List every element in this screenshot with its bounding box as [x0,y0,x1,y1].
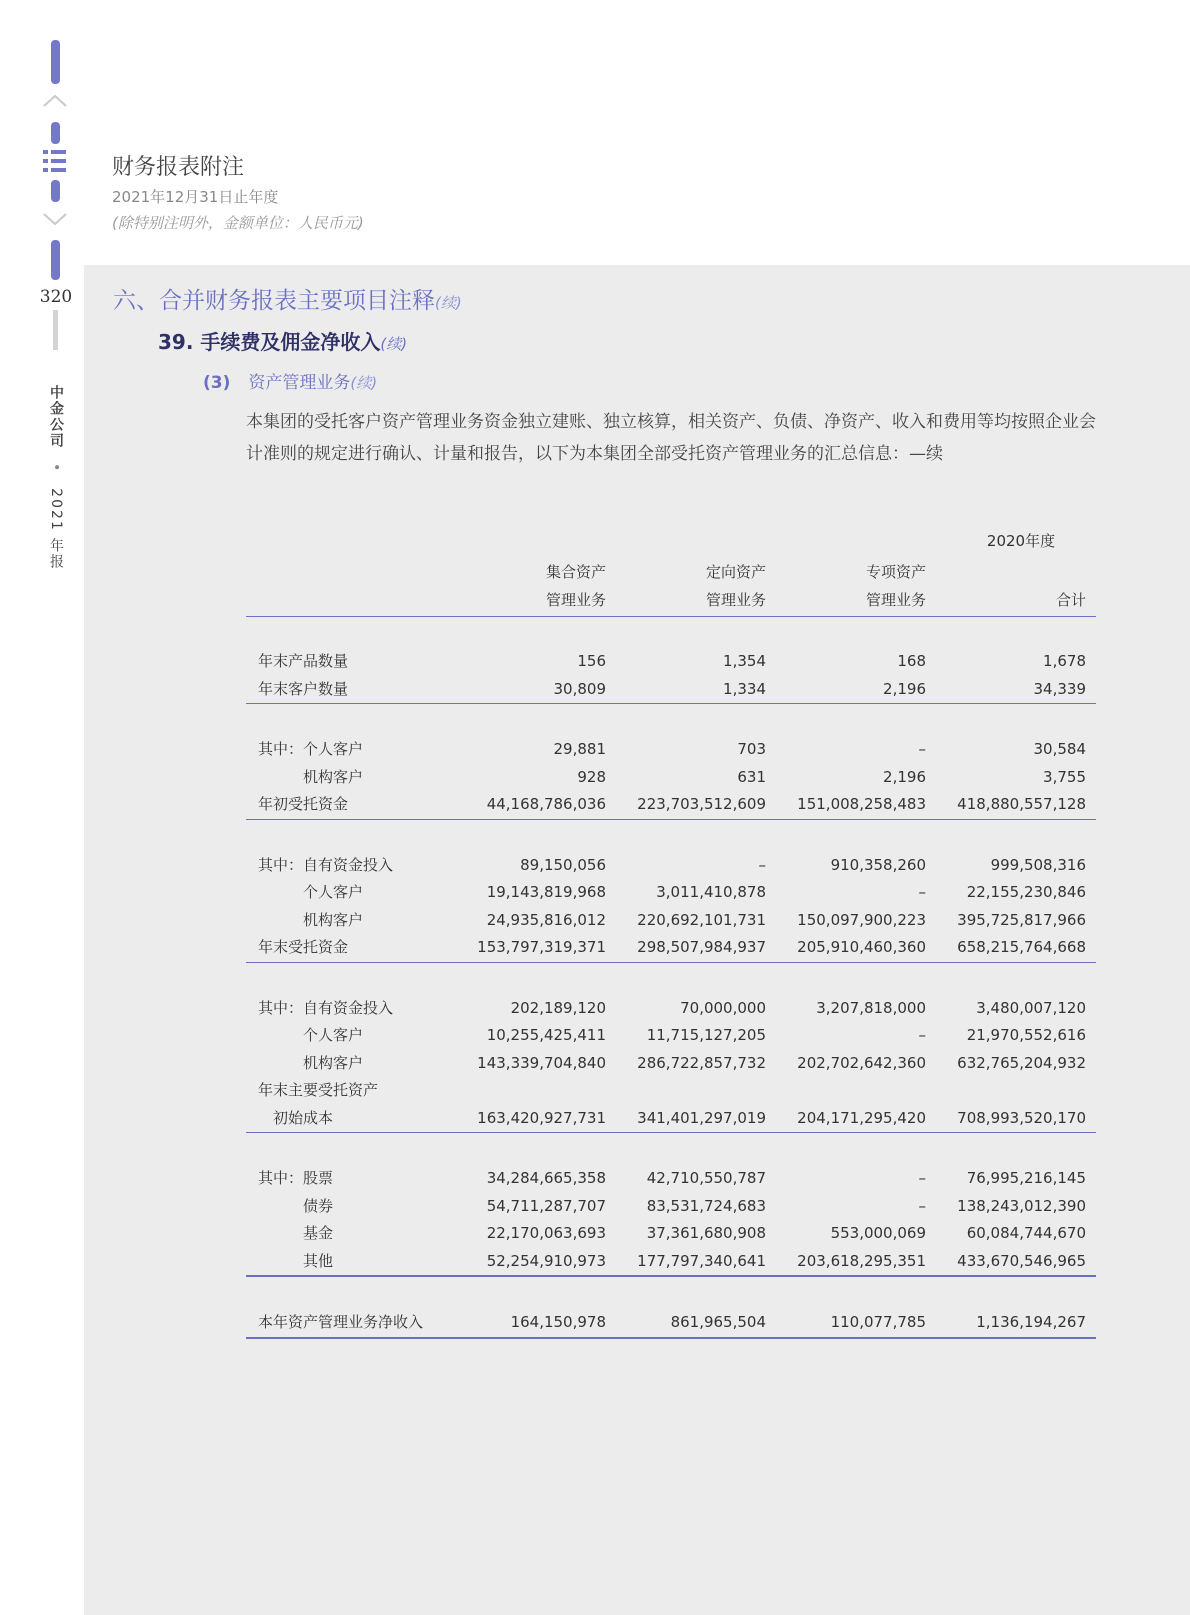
table-row [246,676,1096,705]
column-header-line [966,558,1086,586]
document-period: 2021年12月31日止年度 [112,188,279,206]
subnote-heading [203,368,377,393]
cell-value: 19,143,819,968 [486,883,606,901]
cell-value: 658,215,764,668 [957,938,1086,956]
table-row [246,736,1096,764]
row-label-line: 其他 [258,1251,334,1270]
cell-value: 203,618,295,351 [797,1251,926,1270]
subnote-number: (3) [203,373,231,393]
column-header [486,558,606,614]
nav-bar-segment [51,180,60,202]
row-label [258,1077,378,1132]
cell-value: 632,765,204,932 [957,1053,1086,1072]
cell-value: 34,339 [1033,679,1086,698]
row-label-line: 年末产品数量 [258,652,349,670]
nav-bar-bottom [51,240,60,280]
row-label-line: 初始成本 [258,1108,334,1127]
cell-value: 24,935,816,012 [486,910,606,929]
section-heading-text: 六、合并财务报表主要项目注释 [113,288,435,314]
table-row [246,1248,1096,1278]
cell-value: – [918,1196,926,1215]
row-label [258,995,393,1023]
row-label [258,1165,333,1193]
table-spacer [246,963,1096,995]
cell-value: 34,284,665,358 [486,1169,606,1187]
cell-value: 150,097,900,223 [797,910,926,929]
cell-value: – [918,1026,926,1044]
cell-value: 52,254,910,973 [486,1251,606,1270]
row-label [258,791,348,819]
cell-value: 22,155,230,846 [966,883,1086,901]
table-row [246,1050,1096,1078]
cell-value: 1,678 [1043,652,1086,670]
table-row [246,1309,1096,1339]
row-label-line: 本年资产管理业务净收入 [258,1313,424,1331]
table-body [246,616,1096,1339]
table-spacer [246,616,1096,648]
cell-value: 54,711,287,707 [486,1196,606,1215]
cell-value: 143,339,704,840 [477,1053,606,1072]
cell-value: 89,150,056 [520,855,606,874]
table-row [246,764,1096,792]
cell-value: 553,000,069 [830,1224,926,1242]
table-row [246,1165,1096,1193]
row-label-line: 其中：股票 [258,1169,334,1187]
cell-value: 202,702,642,360 [797,1053,926,1072]
cell-value: 76,995,216,145 [966,1169,1086,1187]
cell-value: 156 [577,652,606,670]
row-label [258,879,363,907]
cell-value: 22,170,063,693 [486,1224,606,1242]
cell-value: – [918,883,926,901]
cell-value: 220,692,101,731 [637,910,766,929]
cell-value: 10,255,425,411 [486,1026,606,1044]
table-spacer [246,1277,1096,1309]
row-label-line: 基金 [258,1224,334,1242]
subnote-heading-text: 资产管理业务 [248,373,351,393]
cell-value: 42,710,550,787 [646,1169,766,1187]
cell-value: 21,970,552,616 [966,1026,1086,1044]
body-paragraph: 本集团的受托客户资产管理业务资金独立建账、独立核算，相关资产、负债、净资产、收入和费用等均按照企业会计准则的规定进行确认、计量和报告，以下为本集团全部受托资产管理业务的汇总信息：—续 [246,412,1096,464]
cell-value: 37,361,680,908 [646,1224,766,1242]
cell-value: 1,334 [723,679,766,698]
table-spacer [246,1133,1096,1165]
menu-list-icon[interactable] [40,148,70,174]
row-label-line: 年初受托资金 [258,795,349,813]
cell-value: 3,480,007,120 [976,998,1086,1017]
row-label-line: 个人客户 [258,883,364,901]
cell-value: 204,171,295,420 [797,1108,926,1127]
row-label [258,676,348,704]
table-row [246,1022,1096,1050]
row-label [258,1220,333,1248]
column-header [966,558,1086,614]
row-label [258,907,363,935]
column-header-line: 管理业务 [545,591,606,609]
table-row [246,879,1096,907]
table-spacer [246,820,1096,852]
cell-value: 205,910,460,360 [797,938,926,956]
cell-value: 286,722,857,732 [637,1053,766,1072]
cell-value: 341,401,297,019 [637,1108,766,1127]
row-label-line: 机构客户 [258,767,364,786]
row-label [258,852,393,880]
row-label-line: 其中：自有资金投入 [258,998,394,1017]
cell-value: 3,011,410,878 [656,883,766,901]
separator-dot: • [48,463,64,474]
cell-value: 1,136,194,267 [976,1313,1086,1331]
continued-tag: (续) [380,335,408,353]
row-label [258,648,348,676]
cell-value: 44,168,786,036 [486,795,606,813]
cell-value: 177,797,340,641 [637,1251,766,1270]
row-label [258,736,363,764]
row-label-line: 机构客户 [258,1053,364,1072]
note-heading [158,326,407,355]
row-label-line: 年末客户数量 [258,679,349,698]
row-label-line: 年末受托资金 [258,938,349,956]
row-label [258,764,363,792]
column-header-line: 管理业务 [705,591,766,609]
cell-value: 151,008,258,483 [797,795,926,813]
cell-value: 708,993,520,170 [957,1108,1086,1127]
nav-bar-top [51,40,60,84]
cell-value: 999,508,316 [990,855,1086,874]
cell-value: 153,797,319,371 [477,938,606,956]
table-spacer [246,704,1096,736]
report-name: 2021 年报 [48,488,64,571]
table-row [246,907,1096,935]
cell-value: 138,243,012,390 [957,1196,1086,1215]
cell-value: 30,584 [1033,740,1086,758]
row-label [258,1022,363,1050]
cell-value: 1,354 [723,652,766,670]
note-heading-text: 39. 手续费及佣金净收入 [158,330,381,354]
cell-value: 298,507,984,937 [637,938,766,956]
cell-value: 928 [577,767,606,786]
table-row [246,1193,1096,1221]
column-header-line: 定向资产 [705,563,766,581]
cell-value: 2,196 [883,767,926,786]
cell-value: 60,084,744,670 [966,1224,1086,1242]
row-label [258,1248,333,1276]
cell-value: – [758,855,766,874]
section-heading [113,282,462,315]
row-label [258,1050,363,1078]
column-header-line: 管理业务 [865,591,926,609]
continued-tag: (续) [350,374,378,392]
row-label-line: 机构客户 [258,910,364,929]
column-header-line: 集合资产 [545,563,606,581]
cell-value: 83,531,724,683 [646,1196,766,1215]
cell-value: 30,809 [553,679,606,698]
cell-value: 11,715,127,205 [646,1026,766,1044]
cell-value: – [918,740,926,758]
table-row [246,791,1096,820]
cell-value: – [918,1169,926,1187]
row-label-line: 其中：个人客户 [258,740,364,758]
cell-value: 631 [737,767,766,786]
row-label-line: 个人客户 [258,1026,364,1044]
row-label [258,1309,423,1337]
unit-note: (除特别注明外，金额单位：人民币元) [112,214,364,232]
cell-value: 910,358,260 [830,855,926,874]
cell-value: 2,196 [883,679,926,698]
chevron-down-icon[interactable] [40,210,70,234]
nav-bar-segment [51,122,60,144]
chevron-up-icon[interactable] [40,90,70,114]
cell-value: 703 [737,740,766,758]
cell-value: 395,725,817,966 [957,910,1086,929]
cell-value: 418,880,557,128 [957,795,1086,813]
column-header-line: 合计 [1055,591,1086,609]
cell-value: 70,000,000 [680,998,766,1017]
cell-value: 110,077,785 [830,1313,926,1331]
page-number: 320 [39,287,73,307]
table-row [246,1220,1096,1248]
cell-value: 223,703,512,609 [637,795,766,813]
cell-value: 163,420,927,731 [477,1108,606,1127]
side-title [42,385,66,570]
cell-value: 433,670,546,965 [957,1251,1086,1270]
column-header [806,558,926,614]
cell-value: 164,150,978 [510,1313,606,1331]
page-divider [53,310,58,350]
continued-tag: (续) [435,294,462,312]
table-row [246,1077,1096,1133]
cell-value: 168 [897,652,926,670]
column-header-line: 专项资产 [865,563,926,581]
column-header [646,558,766,614]
cell-value: 29,881 [553,740,606,758]
row-label [258,1193,333,1221]
row-label-line: 年末主要受托资产 [258,1081,379,1099]
row-label [258,934,348,962]
table-row [246,852,1096,880]
table-row [246,995,1096,1023]
cell-value: 3,207,818,000 [816,998,926,1017]
table-row [246,934,1096,963]
cell-value: 202,189,120 [510,998,606,1017]
table-row [246,648,1096,676]
row-label-line: 其中：自有资金投入 [258,855,394,874]
cell-value: 861,965,504 [670,1313,766,1331]
table-year-heading: 2020年度 [986,532,1056,550]
cell-value: 3,755 [1043,767,1086,786]
document-title: 财务报表附注 [112,155,245,180]
row-label-line: 债券 [258,1196,334,1215]
company-name: 中金公司 [48,385,64,449]
